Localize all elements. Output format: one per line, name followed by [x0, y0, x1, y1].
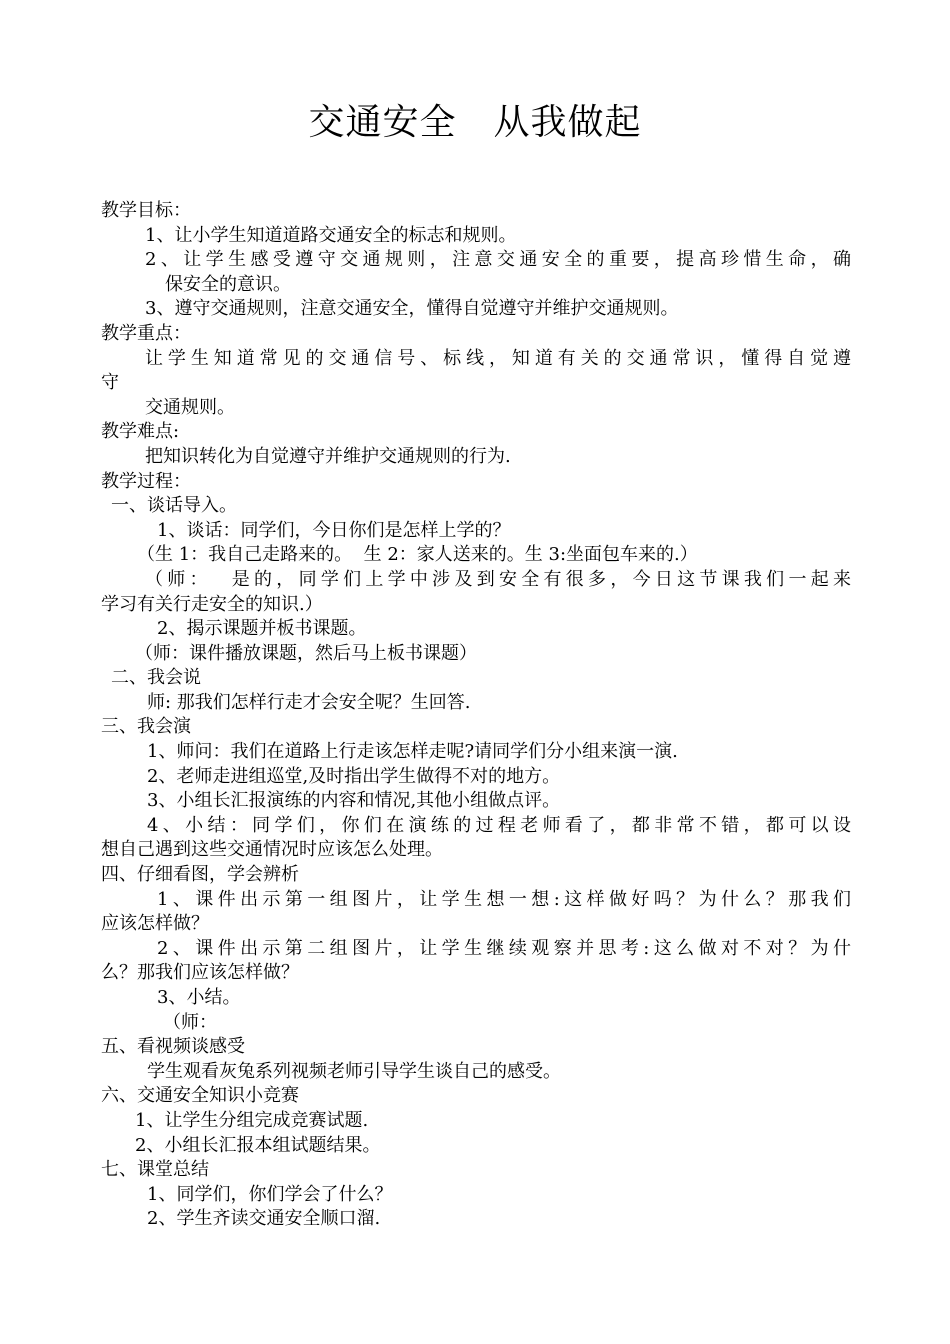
section-heading-difficulties: 教学难点:: [101, 421, 180, 443]
step-3-item-2: 2、老师走进组巡堂,及时指出学生做得不对的地方。: [147, 765, 561, 787]
objective-1: 1、让小学生知道道路交通安全的标志和规则。: [145, 224, 517, 246]
step-1-item-1: 1、谈话：同学们，今日你们是怎样上学的？: [157, 519, 511, 541]
step-1-teacher-remark-continued: 学习有关行走安全的知识.）: [101, 593, 323, 615]
objective-2: 2、让学生感受遵守交通规则，注意交通安全的重要，提高珍惜生命，确: [145, 249, 851, 271]
difficulties-text: 把知识转化为自觉遵守并维护交通规则的行为.: [145, 445, 511, 467]
step-1-student-answers: （生 1：我自己走路来的。 生 2：家人送来的。生 3:坐面包车来的.）: [137, 544, 698, 566]
step-5-text: 学生观看灰兔系列视频老师引导学生谈自己的感受。: [147, 1060, 561, 1082]
document-body: [101, 199, 851, 1232]
step-3-item-4: 4、小结：同学们，你们在演练的过程老师看了，都非常不错，都可以设: [147, 814, 851, 836]
step-4-teacher-note: （师：: [163, 1011, 217, 1033]
section-heading-process: 教学过程：: [101, 470, 191, 492]
section-heading-objectives: 教学目标：: [101, 200, 191, 221]
step-4-item-2: 2、课件出示第二组图片，让学生继续观察并思考:这么做对不对？为什: [157, 937, 851, 959]
step-6-item-1: 1、让学生分组完成竞赛试题.: [135, 1109, 369, 1131]
step-6-heading: 六、交通安全知识小竞赛: [101, 1085, 299, 1107]
step-3-item-1: 1、师问：我们在道路上行走该怎样走呢?请同学们分小组来演一演.: [147, 741, 678, 763]
step-1-teacher-remark: （师： 是的，同学们上学中涉及到安全有很多，今日这节课我们一起来: [145, 568, 851, 590]
step-1-heading: 一、谈话导入。: [111, 495, 237, 517]
step-3-heading: 三、我会演: [101, 716, 191, 738]
step-1-teacher-note: （师：课件播放课题，然后马上板书课题）: [135, 642, 477, 664]
document-title: 交通安全 从我做起: [308, 102, 642, 143]
step-4-item-3: 3、小结。: [157, 987, 241, 1008]
step-2-text: 师: 那我们怎样行走才会安全呢？生回答.: [147, 691, 471, 713]
objective-3: 3、遵守交通规则，注意交通安全，懂得自觉遵守并维护交通规则。: [145, 298, 679, 320]
step-7-item-1: 1、同学们，你们学会了什么？: [147, 1183, 393, 1205]
step-6-item-2: 2、小组长汇报本组试题结果。: [135, 1134, 381, 1156]
step-1-item-2: 2、揭示课题并板书课题。: [157, 618, 367, 640]
step-4-item-1-continued: 应该怎样做？: [101, 913, 209, 935]
key-points-text-wrap: 守: [101, 372, 119, 394]
step-4-heading: 四、仔细看图，学会辨析: [101, 864, 299, 886]
step-4-item-1: 1、课件出示第一组图片，让学生想一想:这样做好吗？为什么？那我们: [157, 888, 851, 910]
step-2-heading: 二、我会说: [111, 667, 201, 689]
step-3-item-3: 3、小组长汇报演练的内容和情况,其他小组做点评。: [147, 790, 561, 812]
step-7-heading: 七、课堂总结: [101, 1159, 209, 1181]
step-4-item-2-continued: 么？那我们应该怎样做？: [101, 962, 299, 984]
key-points-text: 让学生知道常见的交通信号、标线，知道有关的交通常识，懂得自觉遵: [145, 347, 851, 369]
step-3-item-4-continued: 想自己遇到这些交通情况时应该怎么处理。: [101, 839, 443, 861]
step-7-item-2: 2、学生齐读交通安全顺口溜.: [147, 1208, 381, 1230]
objective-2-continued: 保安全的意识。: [165, 273, 291, 295]
step-5-heading: 五、看视频谈感受: [101, 1036, 245, 1058]
key-points-text-continued: 交通规则。: [145, 396, 235, 418]
section-heading-key-points: 教学重点：: [101, 322, 191, 344]
